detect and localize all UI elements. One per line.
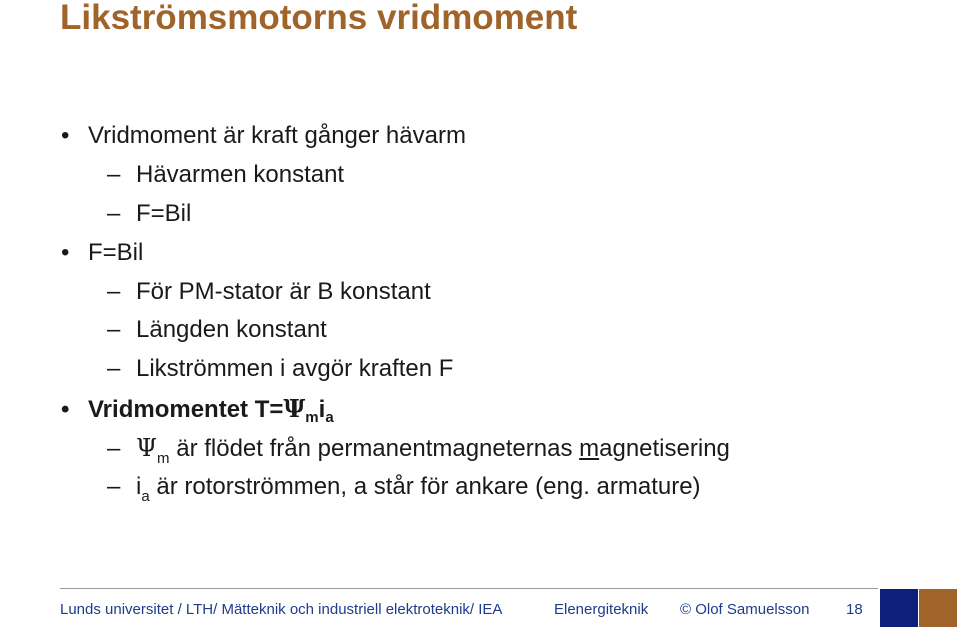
bullet-marker: •	[61, 396, 70, 423]
dash-marker: –	[107, 278, 121, 305]
dash-marker: –	[107, 473, 121, 500]
current-text: är rotorströmmen, a står för ankare (eng. armature)	[149, 473, 701, 500]
psi-subscript: m	[157, 450, 170, 467]
sub-item	[107, 199, 191, 229]
sub-item-text: Likströmmen i avgör kraften F	[136, 355, 454, 382]
torque-prefix: Vridmomentet T=	[88, 396, 284, 423]
sub-item-text: För PM-stator är B konstant	[136, 278, 431, 305]
bullet-text: Vridmoment är kraft gånger hävarm	[88, 122, 466, 149]
dash-marker: –	[107, 435, 121, 462]
sub-item-text: F=Bil	[136, 200, 192, 227]
sub-item-text: Hävarmen konstant	[136, 161, 345, 188]
page-number: 18	[846, 601, 863, 618]
psi-symbol: Ψ	[136, 434, 158, 462]
dash-marker: –	[107, 161, 121, 188]
footer-divider	[60, 588, 878, 589]
sub-item	[107, 315, 327, 345]
bullet-text: F=Bil	[88, 239, 144, 266]
sub-item	[107, 160, 344, 190]
bullet-marker: •	[61, 122, 70, 149]
slide-title: Likströmsmotorns vridmoment	[60, 0, 578, 37]
dash-marker: –	[107, 355, 121, 382]
bullet-item	[61, 238, 143, 268]
current-variable: i	[136, 473, 142, 500]
current-subscript: a	[141, 488, 150, 505]
flux-text: är flödet från permanentmagneternas	[169, 435, 580, 462]
dash-marker: –	[107, 200, 121, 227]
sub-item	[107, 354, 453, 384]
footer-author: © Olof Samuelsson	[680, 601, 810, 618]
sub-item-flux	[107, 433, 730, 467]
bullet-item-torque	[61, 394, 334, 428]
dash-marker: –	[107, 316, 121, 343]
current-subscript: a	[325, 409, 334, 426]
psi-symbol: Ψ	[283, 394, 306, 423]
logo-square-blue	[880, 589, 918, 627]
psi-subscript: m	[305, 409, 319, 426]
logo-square-brown	[919, 589, 957, 627]
bullet-marker: •	[61, 239, 70, 266]
bullet-item	[61, 121, 466, 151]
current-variable: i	[318, 396, 326, 423]
flux-text-end: agnetisering	[599, 435, 730, 462]
sub-item	[107, 277, 431, 307]
footer-department: Elenergiteknik	[554, 601, 649, 618]
underlined-letter: m	[579, 435, 600, 462]
sub-item-current	[107, 472, 701, 505]
sub-item-text: Längden konstant	[136, 316, 327, 343]
footer-institution: Lunds universitet / LTH/ Mätteknik och industriell elektroteknik/ IEA	[60, 601, 503, 618]
